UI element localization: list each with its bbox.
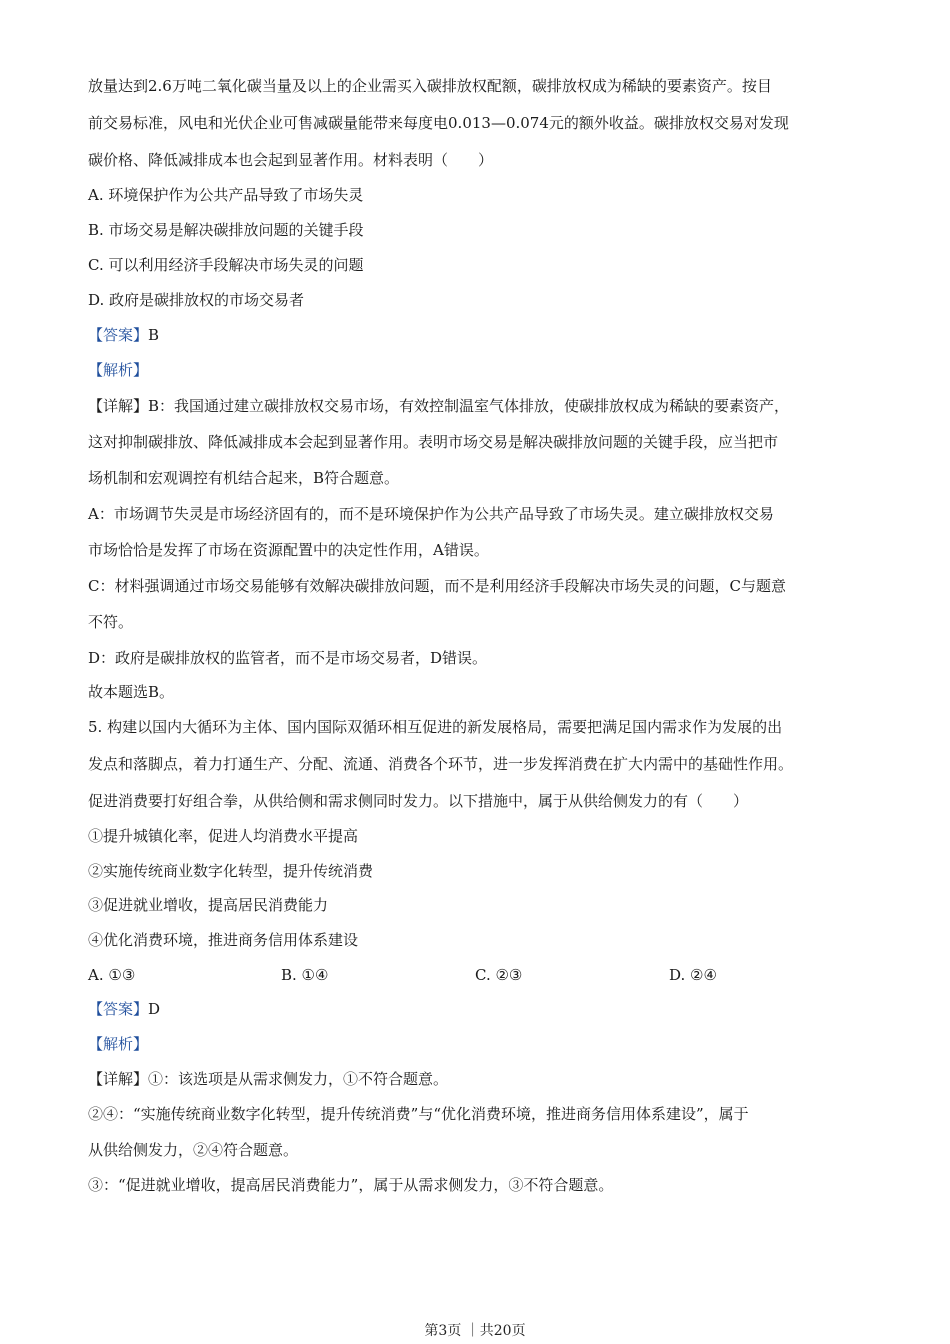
q5-choice-d: D. ②④ xyxy=(669,966,717,984)
q5-analysis-tag xyxy=(88,1033,880,1055)
q5-item-4: ④优化消费环境，推进商务信用体系建设 xyxy=(88,931,359,949)
q5-stem-line: 发点和落脚点，着力打通生产、分配、流通、消费各个环节，进一步发挥消费在扩大内需中的基础性作用。 xyxy=(88,755,794,773)
q4-detail-line: D：政府是碳排放权的监管者，而不是市场交易者，D错误。 xyxy=(88,649,488,667)
q4-stem-line: 放量达到2.6万吨二氧化碳当量及以上的企业需买入碳排放权配额，碳排放权成为稀缺的要素资产。按目 xyxy=(88,77,772,95)
q5-detail-line xyxy=(88,1068,880,1090)
detail-tag: 【详解】 xyxy=(88,397,149,415)
q4-option-a: A. 环境保护作为公共产品导致了市场失灵 xyxy=(88,186,364,204)
q5-item-1: ①提升城镇化率，促进人均消费水平提高 xyxy=(88,827,359,845)
q4-option-b: B. 市场交易是解决碳排放问题的关键手段 xyxy=(88,221,364,239)
q4-analysis-tag xyxy=(88,359,880,381)
q4-detail-line: 市场恰恰是发挥了市场在资源配置中的决定性作用，A错误。 xyxy=(88,541,489,559)
detail-tag: 【详解】 xyxy=(88,1070,149,1088)
q5-stem-line: 5. 构建以国内大循环为主体、国内国际双循环相互促进的新发展格局，需要把满足国内需求作为发展的出 xyxy=(88,718,783,736)
q4-detail-line: 场机制和宏观调控有机结合起来，B符合题意。 xyxy=(88,469,400,487)
q4-detail-line xyxy=(88,395,880,417)
q5-detail-line: ②④：“实施传统商业数字化转型，提升传统消费”与“优化消费环境，推进商务信用体系建设”，属于 xyxy=(88,1105,749,1123)
q5-stem-line: 促进消费要打好组合拳，从供给侧和需求侧同时发力。以下措施中，属于从供给侧发力的有（ ） xyxy=(88,792,749,810)
q4-answer xyxy=(88,324,880,346)
q5-choice-a: A. ①③ xyxy=(88,966,136,984)
answer-tag: 【答案】 xyxy=(88,1000,149,1018)
page-footer: 第3页 ｜共20页 xyxy=(424,1323,526,1339)
q4-option-d: D. 政府是碳排放权的市场交易者 xyxy=(88,291,305,309)
q4-conclusion: 故本题选B。 xyxy=(88,683,175,701)
q4-stem-line: 碳价格、降低减排成本也会起到显著作用。材料表明（ ） xyxy=(88,151,494,169)
q5-detail-line: 从供给侧发力，②④符合题意。 xyxy=(88,1141,299,1159)
q5-answer xyxy=(88,998,880,1020)
answer-value: D xyxy=(148,1000,161,1018)
detail-text: ①：该选项是从需求侧发力，①不符合题意。 xyxy=(148,1070,449,1088)
q5-item-2: ②实施传统商业数字化转型，提升传统消费 xyxy=(88,862,374,880)
q5-choice-b: B. ①④ xyxy=(281,966,329,984)
analysis-tag: 【解析】 xyxy=(88,361,149,379)
detail-text: B：我国通过建立碳排放权交易市场，有效控制温室气体排放，使碳排放权成为稀缺的要素资产， xyxy=(148,397,790,415)
q4-stem-line: 前交易标准，风电和光伏企业可售减碳量能带来每度电0.013—0.074元的额外收益。碳排放权交易对发现 xyxy=(88,114,789,132)
analysis-tag: 【解析】 xyxy=(88,1035,149,1053)
q4-detail-line: 这对抑制碳排放、降低减排成本会起到显著作用。表明市场交易是解决碳排放问题的关键手段，应当把市 xyxy=(88,433,779,451)
q4-detail-line: 不符。 xyxy=(88,613,134,631)
q4-option-c: C. 可以利用经济手段解决市场失灵的问题 xyxy=(88,256,364,274)
q5-detail-line: ③：“促进就业增收，提高居民消费能力”，属于从需求侧发力，③不符合题意。 xyxy=(88,1176,614,1194)
q4-detail-line: A：市场调节失灵是市场经济固有的，而不是环境保护作为公共产品导致了市场失灵。建立碳排放权交易 xyxy=(88,505,774,523)
q5-choice-c: C. ②③ xyxy=(475,966,523,984)
q5-item-3: ③促进就业增收，提高居民消费能力 xyxy=(88,896,329,914)
answer-value: B xyxy=(148,326,160,344)
answer-tag: 【答案】 xyxy=(88,326,149,344)
q4-detail-line: C：材料强调通过市场交易能够有效解决碳排放问题，而不是利用经济手段解决市场失灵的问题，C与题意 xyxy=(88,577,786,595)
